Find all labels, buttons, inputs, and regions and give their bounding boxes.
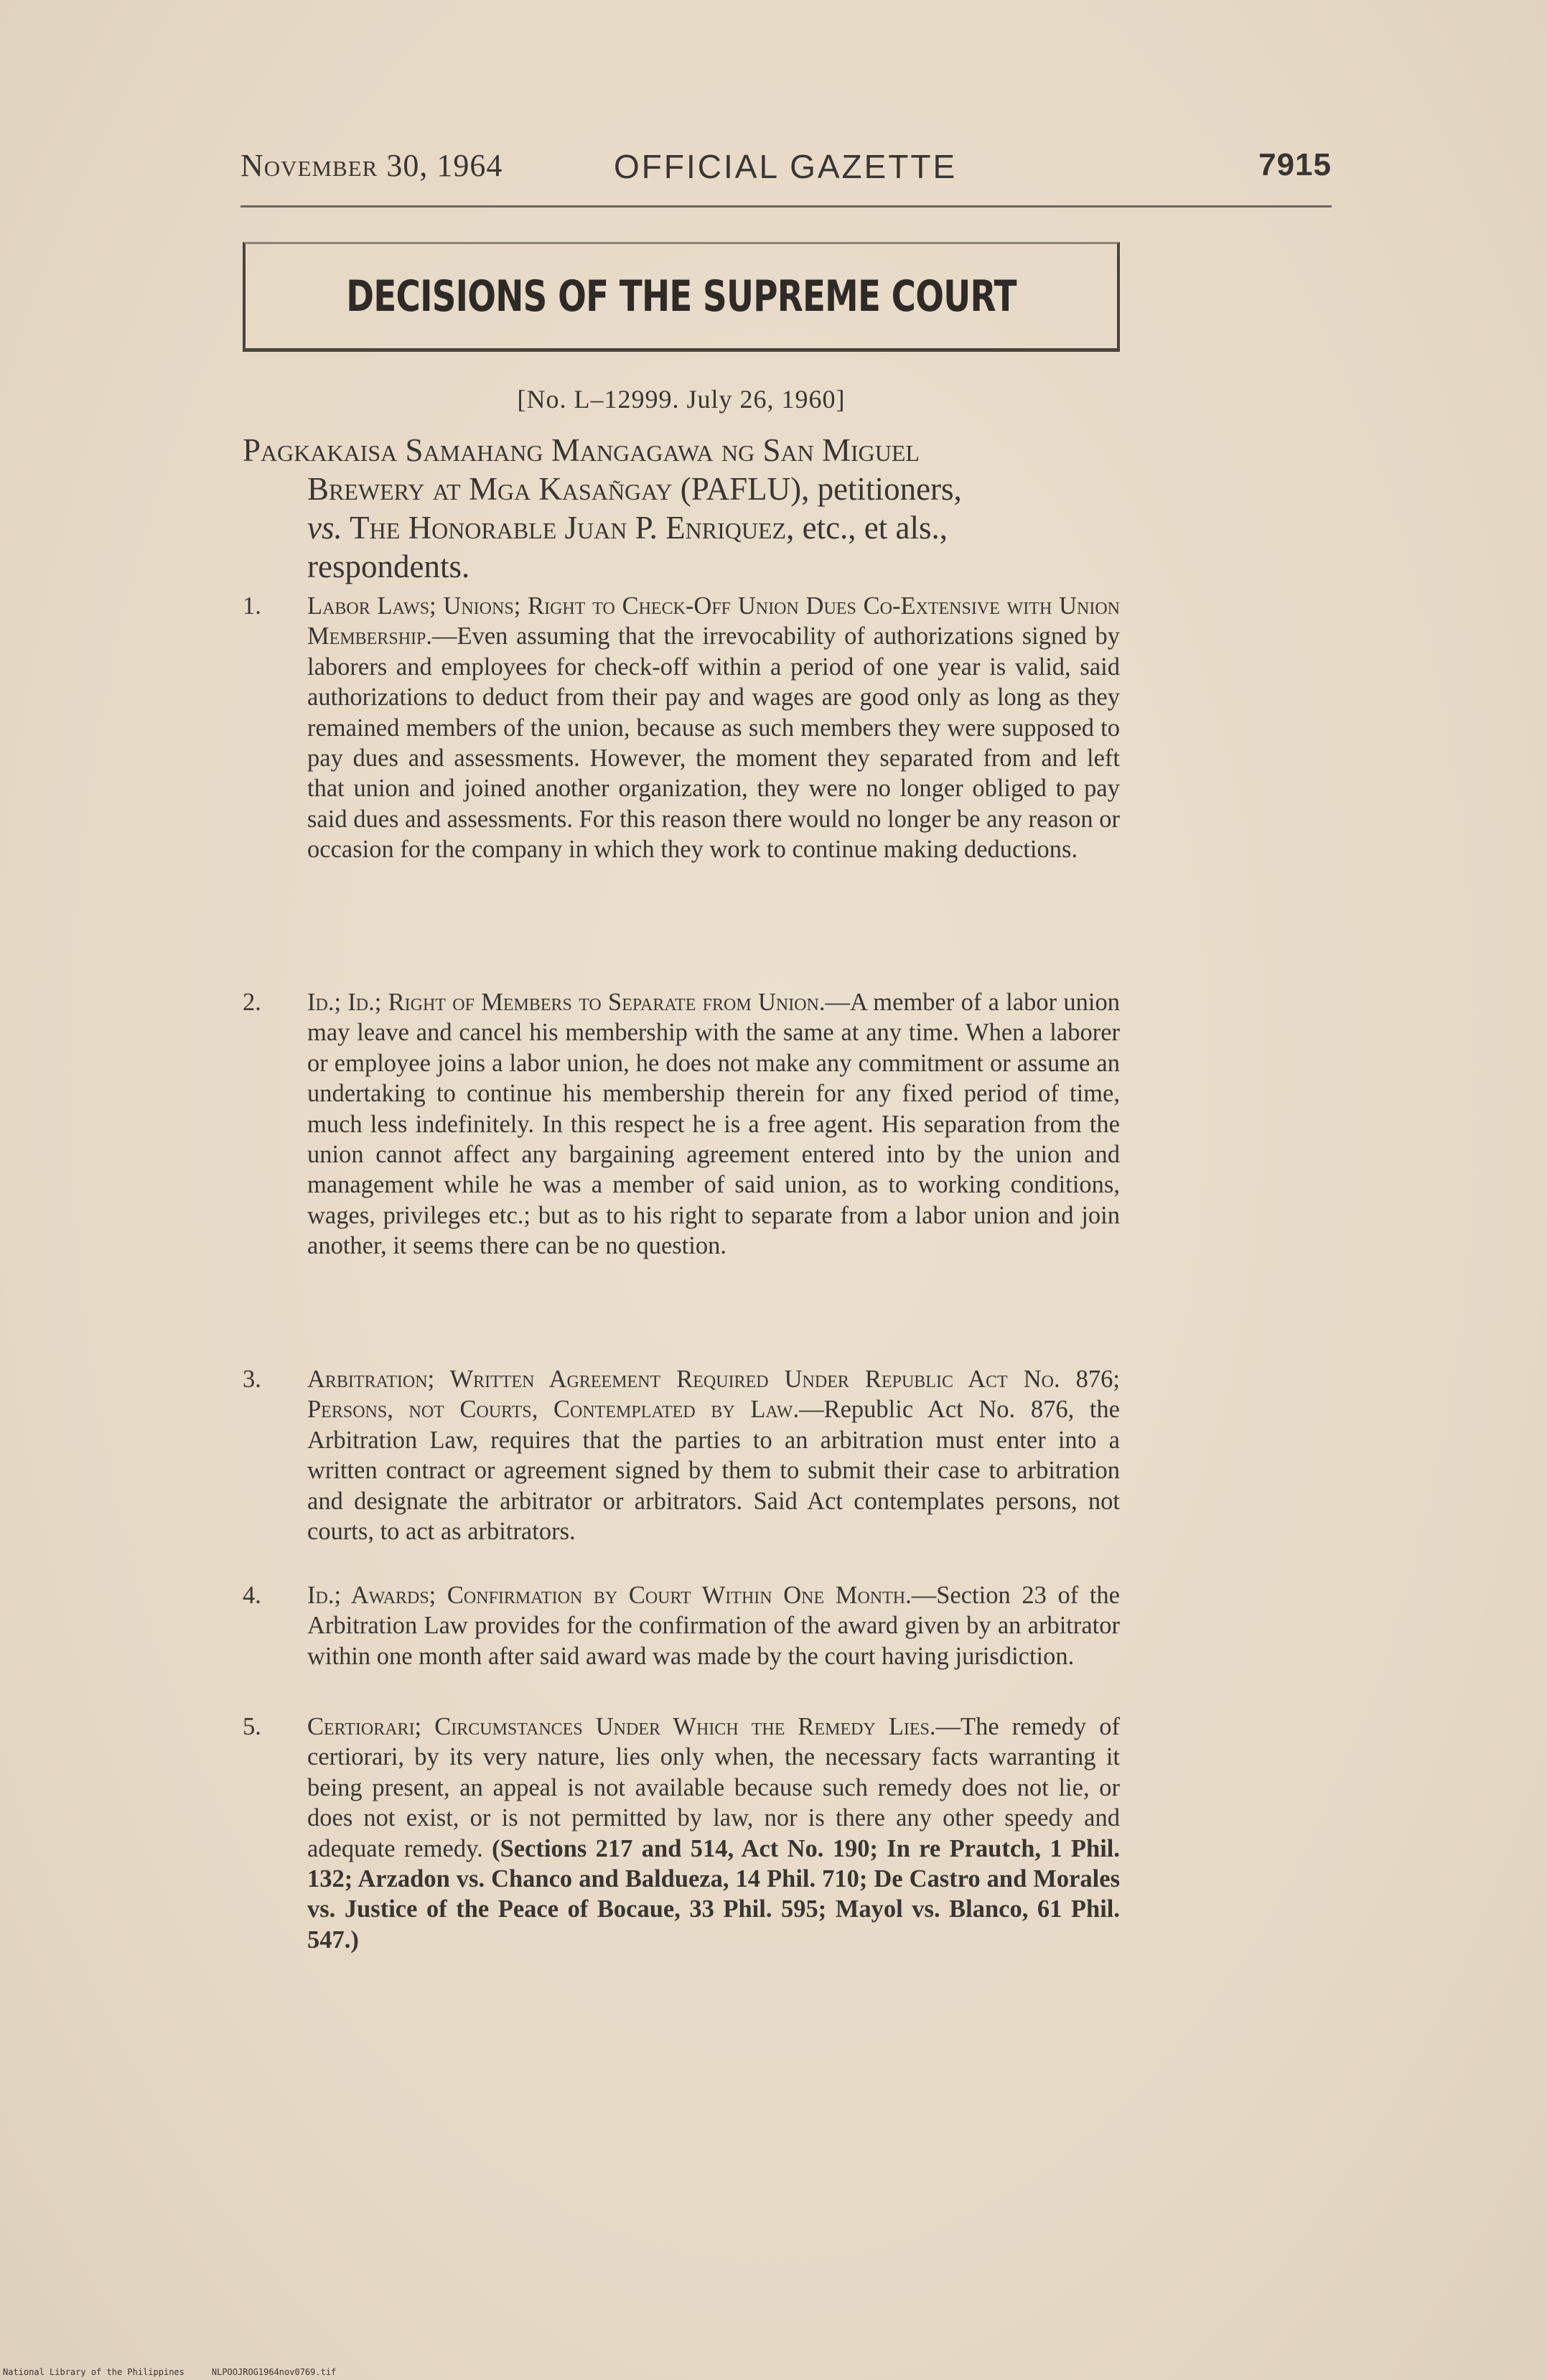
syllabus-paragraph: [243, 987, 1120, 1261]
syllabus-text: —Section 23 of the Arbitration Law provides for the confirmation of the award given by an arbitrator within one month after said award was made by the court having jurisdiction.: [307, 1582, 1120, 1670]
library-credit: National Library of the Philippines: [3, 2367, 184, 2377]
syllabus-number: 3.: [243, 1366, 261, 1393]
syllabus-item: [243, 1580, 1120, 1671]
section-title-box: [243, 242, 1120, 352]
syllabus-paragraph: [243, 1364, 1120, 1546]
parties-line-2-role: (PAFLU), petitioners,: [672, 471, 962, 507]
scan-footer: [3, 2367, 363, 2377]
respondent-etc: etc., et als.,: [794, 510, 948, 546]
case-parties: [243, 431, 1120, 586]
syllabus-text: —A member of a labor union may leave and cancel his membership with the same at any time. When a laborer or employee joins a labor union, he does not make any commitment or assume an undertaking to continue his membership therein for any fixed period of time, much less indefinitely. In this respect he is a free agent. His separation from the union cannot affect any bargaining agreement entered into by the union and management while he was a member of said union, as to working conditions, wages, privileges etc.; but as to his right to separate from a labor union and join another, it seems there can be no question.: [307, 989, 1120, 1260]
syllabus-number: 2.: [243, 989, 261, 1016]
syllabus-paragraph: [243, 591, 1120, 865]
syllabus-number: 5.: [243, 1713, 261, 1740]
syllabus-heading: Id.; Awards; Confirmation by Court Within One Month.: [307, 1582, 912, 1609]
case-number: [No. L–12999. July 26, 1960]: [517, 385, 846, 414]
header-rule: [240, 205, 1332, 207]
syllabus-text: —The remedy of certiorari, by its very nature, lies only when, the necessary facts warranting it being present, an appeal is not available because such remedy does not lie, or does not exist, or is not permitted by law, nor is there any other speedy and adequate remedy.: [307, 1713, 1120, 1862]
syllabus-heading: Arbitration; Written Agreement Required Under Republic Act No. 876; Persons, not Courts, Contemplated by Law.: [307, 1366, 1120, 1424]
syllabus-heading: Certiorari; Circumstances Under Which the Remedy Lies.: [307, 1713, 936, 1740]
syllabus-item: [243, 987, 1120, 1261]
parties-line-2-name: Brewery at Mga Kasañgay: [307, 471, 673, 507]
syllabus-item: [243, 1712, 1120, 1955]
page-number: 7915: [1258, 147, 1332, 182]
syllabus-item: [243, 591, 1120, 865]
syllabus-text: —Republic Act No. 876, the Arbitration Law, requires that the parties to an arbitration must enter into a written contract or agreement signed by them to submit their case to arbitration and designate the arbitrator or arbitrators. Said Act contemplates persons, not courts, to act as arbitrators.: [307, 1396, 1120, 1546]
syllabus-item: [243, 1364, 1120, 1546]
syllabus-number: 1.: [243, 592, 261, 620]
parties-line-3: [243, 508, 1120, 547]
syllabus-citation: (Sections 217 and 514, Act No. 190; In re Prautch, 1 Phil. 132; Arzadon vs. Chanco and Baldueza, 14 Phil. 710; De Castro and Morales vs. Justice of the Peace of Bocaue, 33 Phil. 595; Mayol vs. Blanco, 61 Phil. 547.): [307, 1834, 1120, 1954]
syllabus-paragraph: [243, 1580, 1120, 1671]
syllabus-number: 4.: [243, 1582, 261, 1609]
publication-name: OFFICIAL GAZETTE: [614, 148, 958, 185]
syllabus-heading: Id.; Id.; Right of Members to Separate from Union.: [307, 989, 826, 1016]
running-header: [240, 147, 1332, 190]
syllabus-text: —Even assuming that the irrevocability of authorizations signed by laborers and employees for check-off within a period of one year is valid, said authorizations to deduct from their pay and wages are good only as long as they remained members of the union, because as such members they were supposed to pay dues and assessments. However, the moment they separated from and left that union and joined another organization, they were no longer obliged to pay said dues and assessments. For this reason there would no longer be any reason or occasion for the company in which they work to continue making deductions.: [307, 622, 1120, 864]
respondent-name: The Honorable Juan P. Enriquez,: [342, 510, 795, 546]
syllabus-paragraph: [243, 1712, 1120, 1955]
scan-file-id: NLPOOJROG1964nov0769.tif: [211, 2367, 337, 2377]
parties-line-1: Pagkakaisa Samahang Mangagawa ng San Miguel: [243, 432, 920, 468]
section-title: DECISIONS OF THE SUPREME COURT: [346, 271, 1016, 322]
syllabus-heading: Labor Laws; Unions; Right to Check-Off Union Dues Co-Extensive with Union Membership.: [307, 592, 1120, 650]
versus-label: vs.: [307, 510, 342, 546]
parties-line-4: respondents.: [307, 549, 470, 584]
parties-line-2: [243, 470, 1120, 508]
issue-date: November 30, 1964: [240, 148, 503, 183]
